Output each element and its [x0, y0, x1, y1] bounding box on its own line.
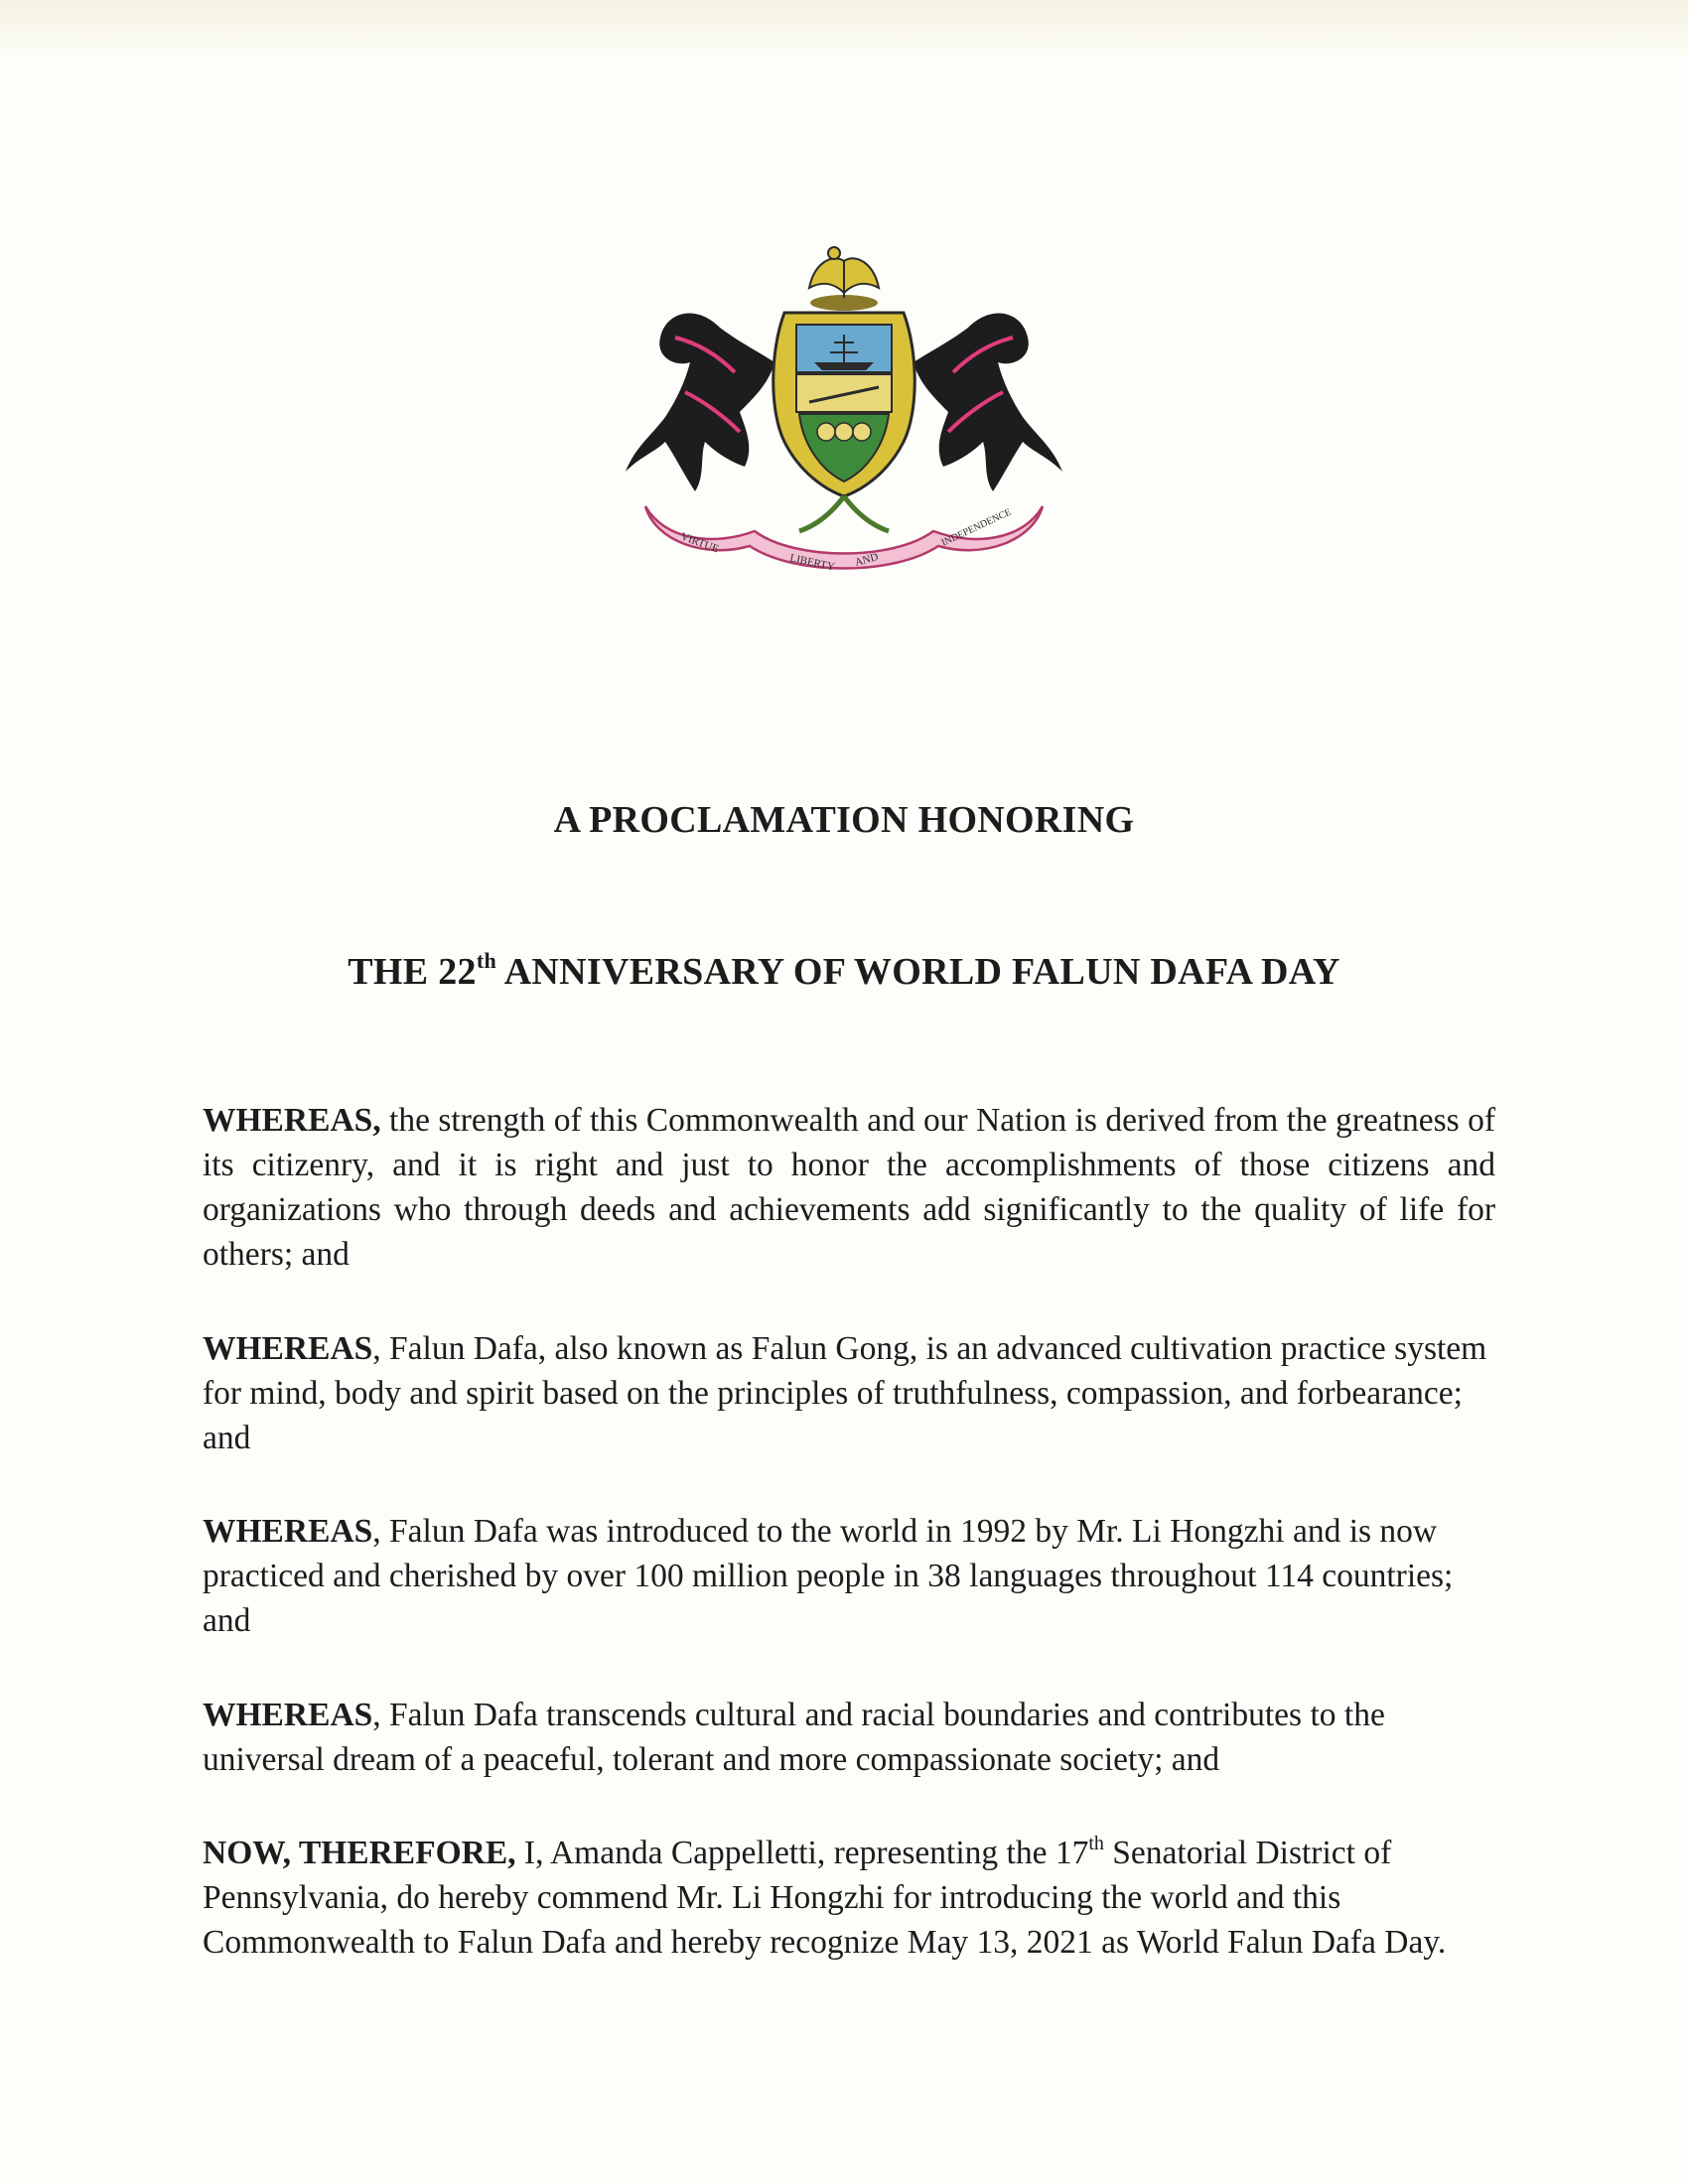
- whereas-text: , Falun Dafa transcends cultural and racial boundaries and contributes to the universal dream of a peaceful, tolerant and more compassionate society; and: [203, 1697, 1385, 1778]
- whereas-text: the strength of this Commonwealth and our Nation is derived from the greatness of its citizenry, and it is right and just to honor the accomplishments of those citizens and organizations who through deeds and achievements add significantly to the quality of life for others; and: [203, 1102, 1495, 1273]
- right-horse-icon: [914, 314, 1062, 491]
- motto-independence: INDEPENDENCE: [939, 506, 1014, 549]
- pennsylvania-coat-of-arms-icon: [606, 243, 1082, 576]
- motto-and: AND: [853, 551, 880, 569]
- now-therefore-paragraph: [203, 1831, 1495, 1965]
- whereas-lead: WHEREAS: [203, 1330, 373, 1367]
- whereas-paragraph-4: [203, 1693, 1495, 1782]
- whereas-paragraph-1: [203, 1098, 1495, 1277]
- whereas-lead: WHEREAS: [203, 1513, 373, 1550]
- conclusion-text-b: Senatorial District of Pennsylvania, do hereby commend Mr. Li Hongzhi for introducing the world and this Commonwealth to Falun Dafa and hereby recognize May 13, 2021 as World Falun Dafa Day.: [203, 1835, 1447, 1961]
- conclusion-ordinal-suffix: th: [1088, 1833, 1104, 1854]
- motto-liberty: LIBERTY: [788, 552, 836, 574]
- conclusion-text-a: I, Amanda Cappelletti, representing the 17: [515, 1835, 1089, 1871]
- subtitle-suffix: ANNIVERSARY OF WORLD FALUN DAFA DAY: [495, 951, 1340, 993]
- shield-icon: [774, 313, 915, 496]
- motto-virtue: VIRTUE: [678, 530, 721, 556]
- left-horse-icon: [626, 314, 774, 491]
- whereas-paragraph-2: [203, 1326, 1495, 1460]
- whereas-lead: WHEREAS,: [203, 1102, 381, 1139]
- anniversary-subtitle: [0, 950, 1688, 994]
- whereas-paragraph-3: [203, 1509, 1495, 1643]
- whereas-lead: WHEREAS: [203, 1697, 373, 1733]
- whereas-text: , Falun Dafa, also known as Falun Gong, is an advanced cultivation practice system for mind, body and spirit based on the principles of truthfulness, compassion, and forbearance; and: [203, 1330, 1487, 1456]
- subtitle-prefix: THE 22: [348, 951, 477, 993]
- proclamation-title: A PROCLAMATION HONORING: [553, 799, 1135, 841]
- subtitle-ordinal-suffix: th: [476, 948, 496, 973]
- motto-ribbon-icon: [645, 506, 1043, 573]
- eagle-crest-icon: [809, 247, 879, 311]
- whereas-text: , Falun Dafa was introduced to the world in 1992 by Mr. Li Hongzhi and is now practiced and cherished by over 100 million people in 38 languages throughout 114 countries; and: [203, 1513, 1454, 1639]
- paper-tint: [0, 0, 1688, 60]
- now-therefore-lead: NOW, THEREFORE,: [203, 1835, 516, 1871]
